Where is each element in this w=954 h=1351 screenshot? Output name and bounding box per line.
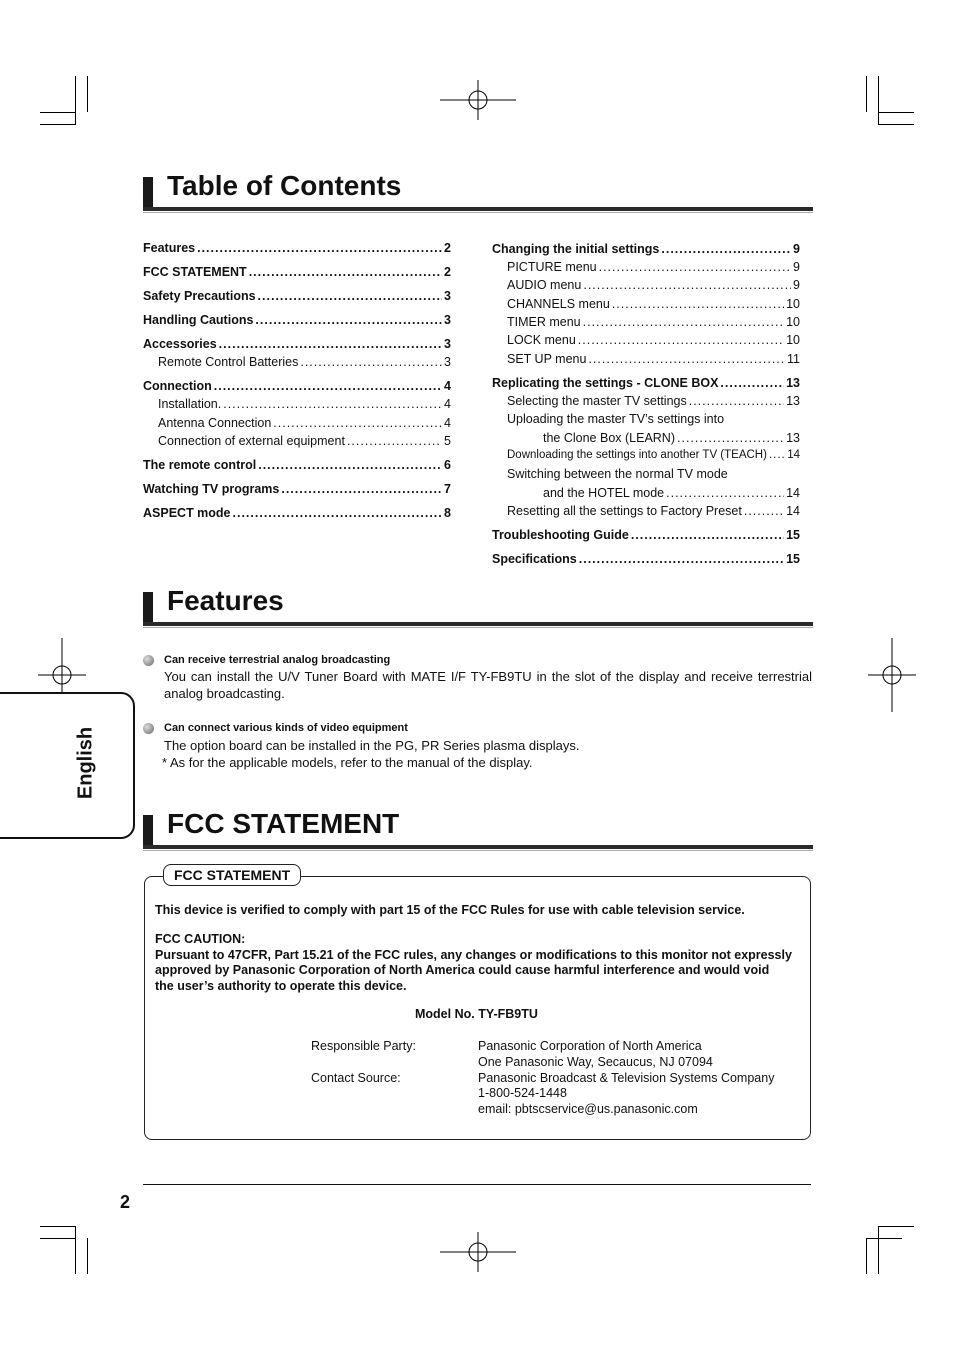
toc-entry-page: 9 bbox=[793, 260, 800, 274]
toc-entry-page: 3 bbox=[444, 355, 451, 369]
toc-entry bbox=[143, 265, 451, 279]
toc-entry-page: 10 bbox=[786, 315, 800, 329]
toc-leader-dots bbox=[214, 379, 442, 393]
toc-entry bbox=[143, 379, 451, 393]
toc-leader-dots bbox=[281, 482, 442, 496]
toc-leader-dots bbox=[720, 376, 784, 390]
fcc-caution-heading: FCC CAUTION: bbox=[155, 932, 246, 946]
toc-entry-label: SET UP menu bbox=[507, 352, 587, 366]
toc-entry bbox=[507, 394, 800, 408]
toc-entry-page: 10 bbox=[786, 333, 800, 347]
toc-entry bbox=[507, 333, 800, 347]
toc-entry-page: 14 bbox=[786, 486, 800, 500]
toc-entry-label: Selecting the master TV settings bbox=[507, 394, 687, 408]
toc-entry-page: 3 bbox=[444, 313, 451, 327]
toc-entry-label: TIMER menu bbox=[507, 315, 581, 329]
toc-entry-label: Installation. bbox=[158, 397, 222, 411]
toc-leader-dots bbox=[661, 242, 791, 256]
toc-leader-dots bbox=[258, 458, 442, 472]
toc-entry-label: Handling Cautions bbox=[143, 313, 254, 327]
feature-heading: Can receive terrestrial analog broadcasting bbox=[143, 654, 390, 666]
toc-entry-label: Replicating the settings - CLONE BOX bbox=[492, 376, 719, 390]
toc-entry bbox=[543, 486, 800, 500]
toc-entry-label: CHANNELS menu bbox=[507, 297, 610, 311]
toc-entry-page: 2 bbox=[444, 241, 451, 255]
contact-source-line: 1-800-524-1448 bbox=[478, 1086, 567, 1100]
fcc-model-number: Model No. TY-FB9TU bbox=[415, 1007, 538, 1021]
toc-entry-page: 8 bbox=[444, 506, 451, 520]
toc-entry bbox=[143, 482, 451, 496]
toc-entry-page: 2 bbox=[444, 265, 451, 279]
footer-rule bbox=[143, 1184, 811, 1185]
toc-leader-dots bbox=[258, 289, 443, 303]
toc-entry bbox=[507, 278, 800, 292]
toc-entry-label: Connection bbox=[143, 379, 212, 393]
fcc-box-label: FCC STATEMENT bbox=[163, 864, 301, 886]
toc-leader-dots bbox=[631, 528, 784, 542]
toc-entry-label: the Clone Box (LEARN) bbox=[543, 431, 676, 445]
bullet-icon bbox=[143, 655, 154, 666]
toc-title: Table of Contents bbox=[167, 170, 402, 201]
toc-entry-page: 15 bbox=[786, 528, 800, 542]
toc-entry-page: 13 bbox=[786, 376, 800, 390]
toc-entry-label: ASPECT mode bbox=[143, 506, 231, 520]
feature-body: You can install the U/V Tuner Board with MATE I/F TY-FB9TU in the slot of the display and receive terrestrial analog broadcasting. bbox=[164, 669, 812, 701]
fcc-verified-text: This device is verified to comply with part 15 of the FCC Rules for use with cable television service. bbox=[155, 903, 745, 917]
fcc-caution-line: approved by Panasonic Corporation of North America could cause harmful interference and would void bbox=[155, 963, 770, 977]
toc-entry-label: Changing the initial settings bbox=[492, 242, 660, 256]
toc-leader-dots bbox=[300, 355, 442, 369]
toc-entry-label: Uploading the master TV’s settings into bbox=[507, 412, 725, 426]
toc-entry-page: 4 bbox=[444, 397, 451, 411]
toc-entry-label: Troubleshooting Guide bbox=[492, 528, 629, 542]
language-tab-label: English bbox=[74, 726, 97, 800]
toc-entry-page: 9 bbox=[793, 278, 800, 292]
feature-note: * As for the applicable models, refer to the manual of the display. bbox=[162, 755, 533, 770]
toc-entry-label: and the HOTEL mode bbox=[543, 486, 665, 500]
toc-leader-dots bbox=[612, 297, 784, 311]
toc-entry-label: Accessories bbox=[143, 337, 217, 351]
toc-leader-dots bbox=[273, 416, 442, 430]
toc-entry bbox=[143, 506, 451, 520]
toc-entry-label: Specifications bbox=[492, 552, 577, 566]
toc-leader-dots bbox=[666, 486, 784, 500]
toc-entry-page: 4 bbox=[444, 416, 451, 430]
registration-mark-top bbox=[440, 80, 516, 120]
fcc-caution-line: Pursuant to 47CFR, Part 15.21 of the FCC rules, any changes or modifications to this monitor not expressly bbox=[155, 948, 792, 962]
toc-entry-page: 15 bbox=[786, 552, 800, 566]
toc-entry bbox=[507, 467, 800, 481]
toc-entry-page: 3 bbox=[444, 289, 451, 303]
toc-entry-label: FCC STATEMENT bbox=[143, 265, 247, 279]
toc-entry bbox=[507, 449, 800, 461]
toc-entry-page: 7 bbox=[444, 482, 451, 496]
toc-entry bbox=[492, 376, 800, 390]
toc-entry bbox=[158, 434, 451, 448]
toc-entry bbox=[543, 431, 800, 445]
responsible-party-label: Responsible Party: bbox=[311, 1039, 416, 1053]
toc-entry-label: Connection of external equipment bbox=[158, 434, 345, 448]
toc-entry bbox=[158, 416, 451, 430]
bullet-icon bbox=[143, 723, 154, 734]
toc-leader-dots bbox=[583, 278, 791, 292]
toc-entry-page: 9 bbox=[793, 242, 800, 256]
toc-entry bbox=[143, 337, 451, 351]
contact-source-label: Contact Source: bbox=[311, 1071, 401, 1085]
toc-entry bbox=[492, 242, 800, 256]
toc-entry bbox=[507, 297, 800, 311]
toc-leader-dots bbox=[689, 394, 784, 408]
toc-leader-dots bbox=[583, 315, 784, 329]
feature-heading: Can connect various kinds of video equipment bbox=[143, 722, 408, 734]
toc-leader-dots bbox=[249, 265, 442, 279]
toc-entry-page: 13 bbox=[786, 431, 800, 445]
toc-entry bbox=[507, 260, 800, 274]
toc-leader-dots bbox=[219, 337, 442, 351]
toc-entry-label: Downloading the settings into another TV (TEACH) bbox=[507, 449, 767, 461]
fcc-caution-line: the user’s authority to operate this device. bbox=[155, 979, 407, 993]
language-tab bbox=[0, 692, 135, 839]
toc-leader-dots bbox=[588, 352, 785, 366]
toc-entry-page: 11 bbox=[787, 352, 800, 366]
toc-entry-label: PICTURE menu bbox=[507, 260, 597, 274]
toc-entry bbox=[143, 458, 451, 472]
toc-entry-label: Watching TV programs bbox=[143, 482, 280, 496]
toc-entry-label: Antenna Connection bbox=[158, 416, 272, 430]
toc-entry bbox=[507, 315, 800, 329]
toc-entry bbox=[143, 289, 451, 303]
toc-leader-dots bbox=[769, 449, 785, 461]
toc-entry-label: LOCK menu bbox=[507, 333, 576, 347]
toc-entry bbox=[492, 528, 800, 542]
toc-entry-label: Features bbox=[143, 241, 196, 255]
toc-entry-label: The remote control bbox=[143, 458, 257, 472]
fcc-title: FCC STATEMENT bbox=[167, 808, 400, 839]
toc-leader-dots bbox=[197, 241, 442, 255]
toc-entry bbox=[158, 397, 451, 411]
toc-leader-dots bbox=[233, 506, 443, 520]
toc-entry bbox=[507, 504, 800, 518]
features-title: Features bbox=[167, 585, 284, 616]
toc-entry-page: 14 bbox=[787, 449, 800, 461]
responsible-party-line: Panasonic Corporation of North America bbox=[478, 1039, 702, 1053]
toc-leader-dots bbox=[347, 434, 442, 448]
toc-leader-dots bbox=[223, 397, 442, 411]
toc-entry bbox=[143, 241, 451, 255]
toc-leader-dots bbox=[578, 333, 784, 347]
toc-entry bbox=[143, 313, 451, 327]
toc-entry-label: Resetting all the settings to Factory Preset bbox=[507, 504, 742, 518]
registration-mark-right bbox=[868, 638, 916, 712]
toc-entry-page: 6 bbox=[444, 458, 451, 472]
toc-leader-dots bbox=[677, 431, 784, 445]
toc-leader-dots bbox=[255, 313, 442, 327]
toc-entry-label: Switching between the normal TV mode bbox=[507, 467, 728, 481]
responsible-party-line: One Panasonic Way, Secaucus, NJ 07094 bbox=[478, 1055, 713, 1069]
contact-source-line: email: pbtscservice@us.panasonic.com bbox=[478, 1102, 698, 1116]
toc-leader-dots bbox=[744, 504, 784, 518]
toc-entry-page: 13 bbox=[786, 394, 800, 408]
toc-entry bbox=[492, 552, 800, 566]
toc-entry-page: 10 bbox=[786, 297, 800, 311]
toc-leader-dots bbox=[579, 552, 784, 566]
feature-body: The option board can be installed in the PG, PR Series plasma displays. bbox=[164, 738, 580, 753]
toc-entry-page: 14 bbox=[786, 504, 800, 518]
toc-entry-label: AUDIO menu bbox=[507, 278, 582, 292]
toc-entry-label: Remote Control Batteries bbox=[158, 355, 299, 369]
toc-entry-page: 5 bbox=[444, 434, 451, 448]
registration-mark-bottom bbox=[440, 1232, 516, 1272]
toc-entry bbox=[507, 412, 800, 426]
toc-entry bbox=[158, 355, 451, 369]
toc-leader-dots bbox=[599, 260, 791, 274]
toc-entry bbox=[507, 352, 800, 366]
contact-source-line: Panasonic Broadcast & Television Systems Company bbox=[478, 1071, 775, 1085]
toc-entry-page: 4 bbox=[444, 379, 451, 393]
toc-entry-label: Safety Precautions bbox=[143, 289, 256, 303]
toc-entry-page: 3 bbox=[444, 337, 451, 351]
page-number: 2 bbox=[120, 1192, 131, 1212]
